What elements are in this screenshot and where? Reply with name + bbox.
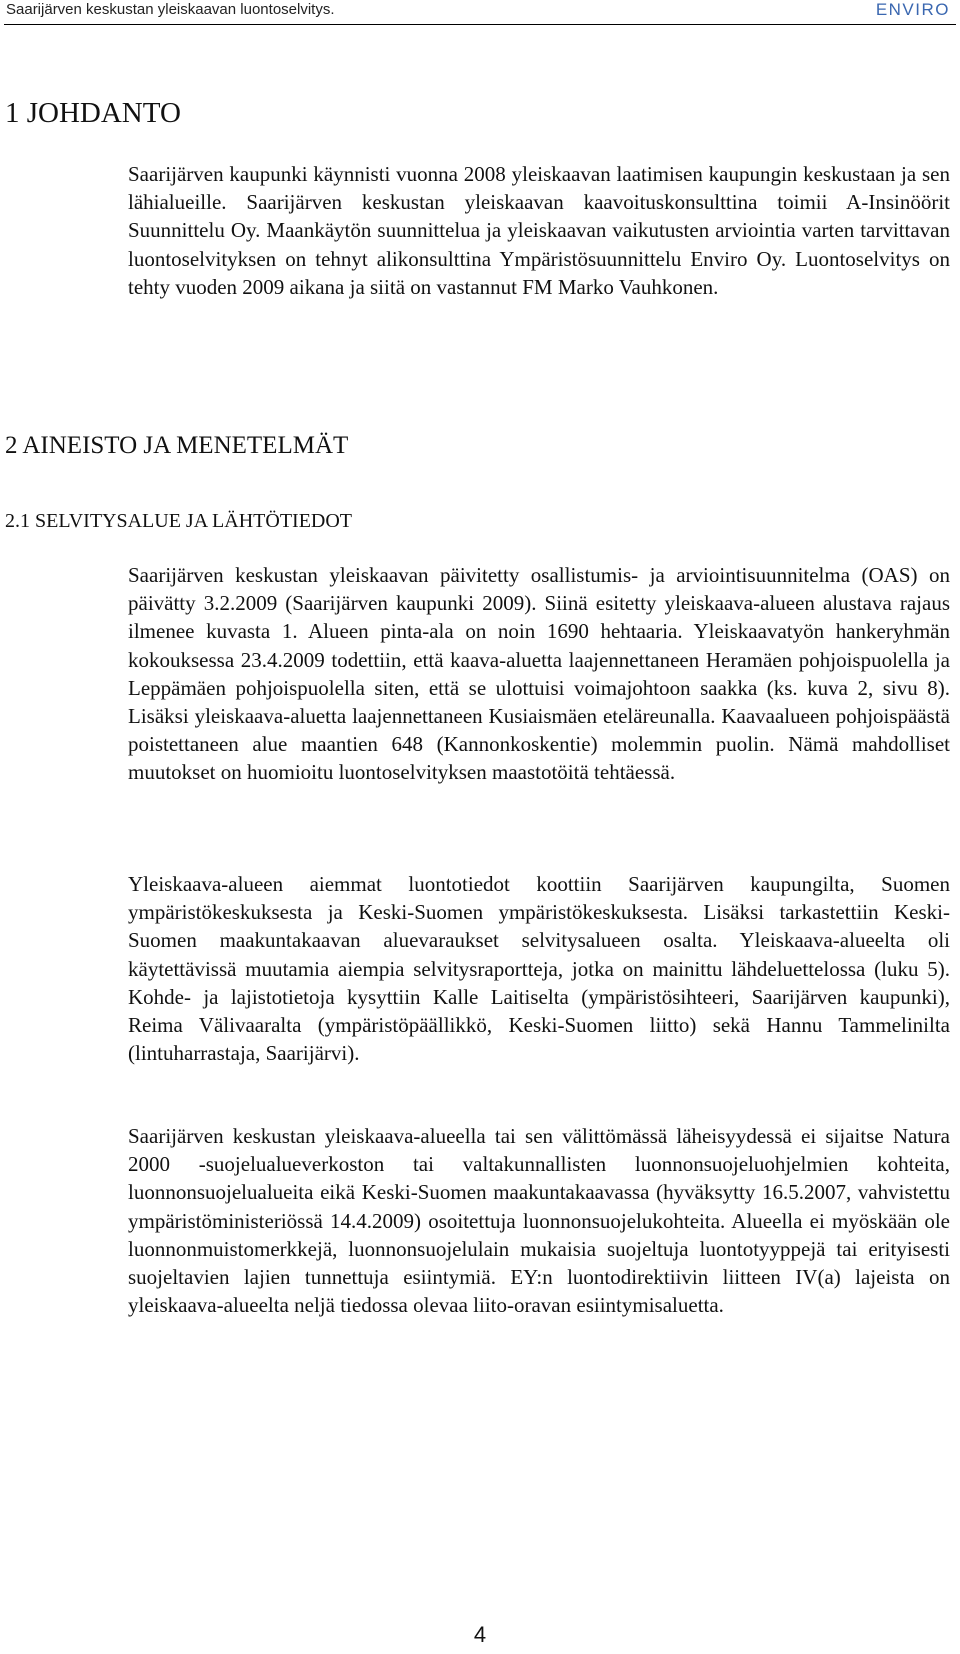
enviro-logo: ENVIRO	[875, 0, 950, 19]
page-number-text: 4	[473, 1622, 487, 1647]
section-heading-aineisto: 2 AINEISTO JA MENETELMÄT	[5, 432, 349, 459]
subsection-heading-selvitysalue: 2.1 SELVITYSALUE JA LÄHTÖTIEDOT	[5, 510, 353, 532]
body-paragraph-1: Saarijärven keskustan yleiskaavan päivitetty osallistumis- ja arviointisuunnitelma (OAS) on päivätty 3.2.2009 (Saarijärven kaupunki 2009). Siinä esitetty yleiskaava-alueen alustava rajaus ilmenee kuvasta 1. Alueen pinta-ala on noin 1690 hehtaaria. Yleiskaavatyön hankeryhmän kokouksessa 23.4.2009 todettiin, että kaava-aluetta laajennettaneen Heramäen pohjoispuolella ja Leppämäen pohjoispuolella siten, että se ulottuisi voimajohtoon saakka (ks. kuva 2, sivu 8). Lisäksi yleiskaava-aluetta laajennettaneen Kusiaismäen eteläreunalla. Kaavaalueen pohjoispäästä poistettaneen alue maantien 648 (Kannonkoskentie) molemmin puolin. Nämä mahdolliset muutokset on huomioitu luontoselvityksen maastotöitä tehtäessä.	[128, 563, 950, 785]
header-title: Saarijärven keskustan yleiskaavan luontoselvitys.	[6, 1, 335, 18]
section-heading-johdanto: 1 JOHDANTO	[5, 97, 181, 129]
body-paragraph-2: Yleiskaava-alueen aiemmat luontotiedot koottiin Saarijärven kaupungilta, Suomen ympäristökeskuksesta ja Keski-Suomen ympäristökeskuksesta. Lisäksi tarkastettiin Keski-Suomen maakuntakaavan aluevaraukset selvitysalueen osalta. Yleiskaava-alueelta oli käytettävissä muutamia aiempia selvitysraportteja, jotka on mainittu lähdeluettelossa (luku 5). Kohde- ja lajistotietoja kysyttiin Kalle Laitiselta (ympäristösihteeri, Saarijärven kaupunki), Reima Välivaaralta (ympäristöpäällikkö, Keski-Suomen liitto) sekä Hannu Tammelinilta (lintuharrastaja, Saarijärvi).	[128, 872, 950, 1066]
intro-paragraph: Saarijärven kaupunki käynnisti vuonna 2008 yleiskaavan laatimisen kaupungin keskustaan ja sen lähialueille. Saarijärven keskustan yleiskaavan kaavoituskonsulttina toimii A-Insinöörit Suunnittelu Oy. Maankäytön suunnittelua ja yleiskaavan vaikutusten arviointia varten tarvittavan luontoselvityksen on tehnyt alikonsulttina Ympäristösuunnittelu Enviro Oy. Luontoselvitys on tehty vuoden 2009 aikana ja siitä on vastannut FM Marko Vauhkonen.	[128, 162, 950, 299]
page-number	[0, 1622, 960, 1648]
page-header	[4, 0, 956, 25]
body-paragraph-3: Saarijärven keskustan yleiskaava-alueella tai sen välittömässä läheisyydessä ei sijaitse Natura 2000 -suojelualueverkoston tai valtakunnallisten luonnonsuojeluohjelmien kohteita, luonnonsuojelualueita eikä Keski-Suomen maakuntakaavassa (hyväksytty 16.5.2007, vahvistettu ympäristöministeriössä 14.4.2009) osoitettuja luonnonsuojelukohteita. Alueella ei myöskään ole luonnonmuistomerkkejä, luonnonsuojelulain mukaisia suojeltuja luontotyyppejä tai erityisesti suojeltavien lajien tunnettuja esiintymiä. EY:n luontodirektiivin liitteen IV(a) lajeista on yleiskaava-alueelta neljä tiedossa olevaa liito-oravan esiintymisaluetta.	[128, 1124, 950, 1318]
